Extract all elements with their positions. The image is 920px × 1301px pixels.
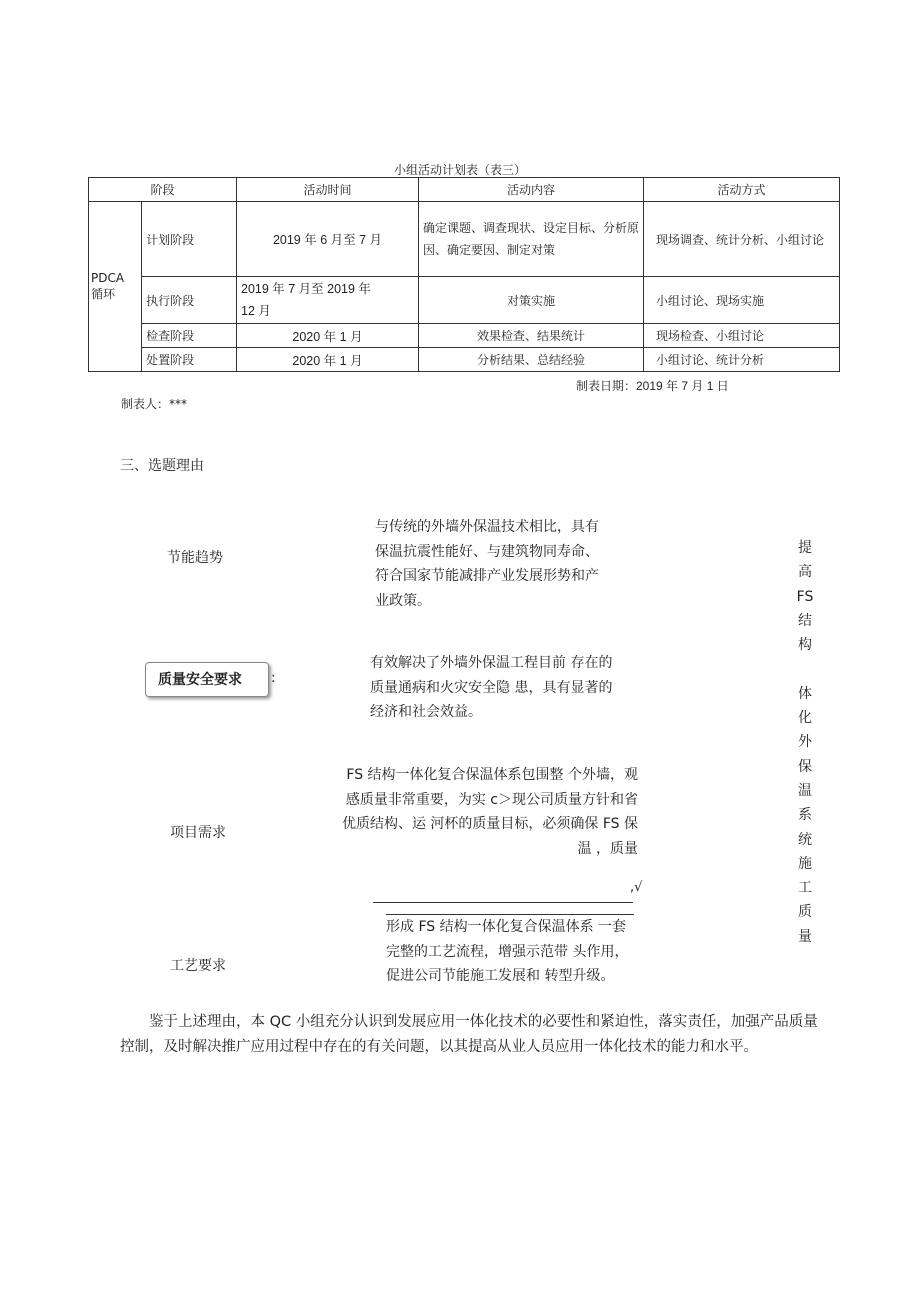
reason-text-process: 形成 FS 结构一体化复合保温体系 一套完整的工艺流程，增强示范带 头作用，促进公司节能施工发展和 转型升级。	[386, 919, 629, 984]
table-caption: 小组活动计划表（表三）	[393, 163, 526, 177]
goal-char: 化	[798, 710, 812, 727]
table-row	[89, 202, 840, 277]
reason-text-quality: 有效解决了外墙外保温工程目前 存在的质量通病和火灾安全隐 患，具有显著的经济和社会效益。	[370, 655, 613, 720]
table-row	[89, 348, 840, 372]
reason-text-project: FS 结构一体化复合保温体系包围整 个外墙，观感质量非常重要，为实 c＞现公司质量方针和省优质结构、运 河杯的质量目标，必须确保 FS 保温 ，质量	[341, 767, 638, 857]
goal-char	[790, 657, 820, 681]
section-title: 三、选题理由	[120, 458, 204, 474]
time-cell: 2019 年 6 月至 7 月	[237, 202, 419, 277]
goal-char: 施	[798, 855, 812, 872]
reason-text-energy: 与传统的外墙外保温技术相比，具有保温抗震性能好、与建筑物同寿命、符合国家节能减排产业发展形势和产业政策。	[375, 519, 599, 609]
goal-char: 构	[798, 637, 812, 654]
method-cell: 现场检查、小组讨论	[644, 324, 840, 348]
goal-char: 体	[798, 685, 812, 702]
goal-char: FS	[796, 588, 814, 605]
content-cell: 效果检查、结果统计	[419, 324, 644, 348]
goal-char: 统	[798, 831, 812, 848]
box-connector-mark: :	[271, 670, 276, 686]
phase-cell: 处置阶段	[142, 348, 237, 372]
goal-char: 温	[798, 782, 812, 799]
divider-line	[373, 902, 633, 903]
reason-label-energy: 节能趋势	[167, 550, 223, 566]
goal-char: 质	[798, 904, 812, 921]
goal-char: 保	[798, 758, 812, 775]
goal-char: 提	[798, 540, 812, 556]
method-cell: 小组讨论、统计分析	[644, 348, 840, 372]
reason-label-process: 工艺要求	[170, 958, 226, 974]
conclusion-paragraph: 鉴于上述理由，本 QC 小组充分认识到发展应用一体化技术的必要性和紧迫性，落实责任，加强产品质量控制，及时解决推广应用过程中存在的有关问题，以其提高从业人员应用一体化技术的能力和水平。	[120, 1014, 818, 1055]
phase-cell: 计划阶段	[142, 202, 237, 277]
table-maker: 制表人：***	[121, 397, 188, 411]
time-cell: 2020 年 1 月	[237, 324, 419, 348]
reason-label-project: 项目需求	[170, 825, 226, 841]
goal-char: 工	[798, 880, 812, 897]
phase-cell: 执行阶段	[142, 277, 237, 324]
header-time: 活动时间	[237, 178, 419, 202]
goal-char: 结	[798, 612, 812, 629]
phase-cell: 检查阶段	[142, 324, 237, 348]
goal-vertical-text	[790, 536, 820, 949]
goal-char: 高	[798, 564, 812, 581]
method-cell: 现场调查、统计分析、小组讨论	[644, 202, 840, 277]
content-cell: 确定课题、调查现状、设定目标、分析原因、确定要因、制定对策	[419, 202, 644, 277]
table-date-note: 制表日期：2019 年 7 月 1 日	[576, 379, 729, 393]
goal-char: 系	[798, 807, 812, 824]
goal-char: 量	[798, 928, 812, 945]
time-cell: 2019 年 7 月至 2019 年 12 月	[237, 277, 419, 324]
time-cell: 2020 年 1 月	[237, 348, 419, 372]
reason-label-quality-box: 质量安全要求	[145, 662, 269, 697]
header-content: 活动内容	[419, 178, 644, 202]
content-cell: 对策实施	[419, 277, 644, 324]
stray-mark: ,√	[630, 880, 643, 895]
goal-char: 外	[798, 734, 812, 751]
header-method: 活动方式	[644, 178, 840, 202]
table-header-row	[89, 178, 840, 202]
table-row	[89, 324, 840, 348]
activity-plan-table	[88, 177, 840, 372]
table-row	[89, 277, 840, 324]
method-cell: 小组讨论、现场实施	[644, 277, 840, 324]
pdca-cycle-cell: PDCA 循环	[89, 202, 142, 372]
content-cell: 分析结果、总结经验	[419, 348, 644, 372]
header-phase: 阶段	[89, 178, 237, 202]
